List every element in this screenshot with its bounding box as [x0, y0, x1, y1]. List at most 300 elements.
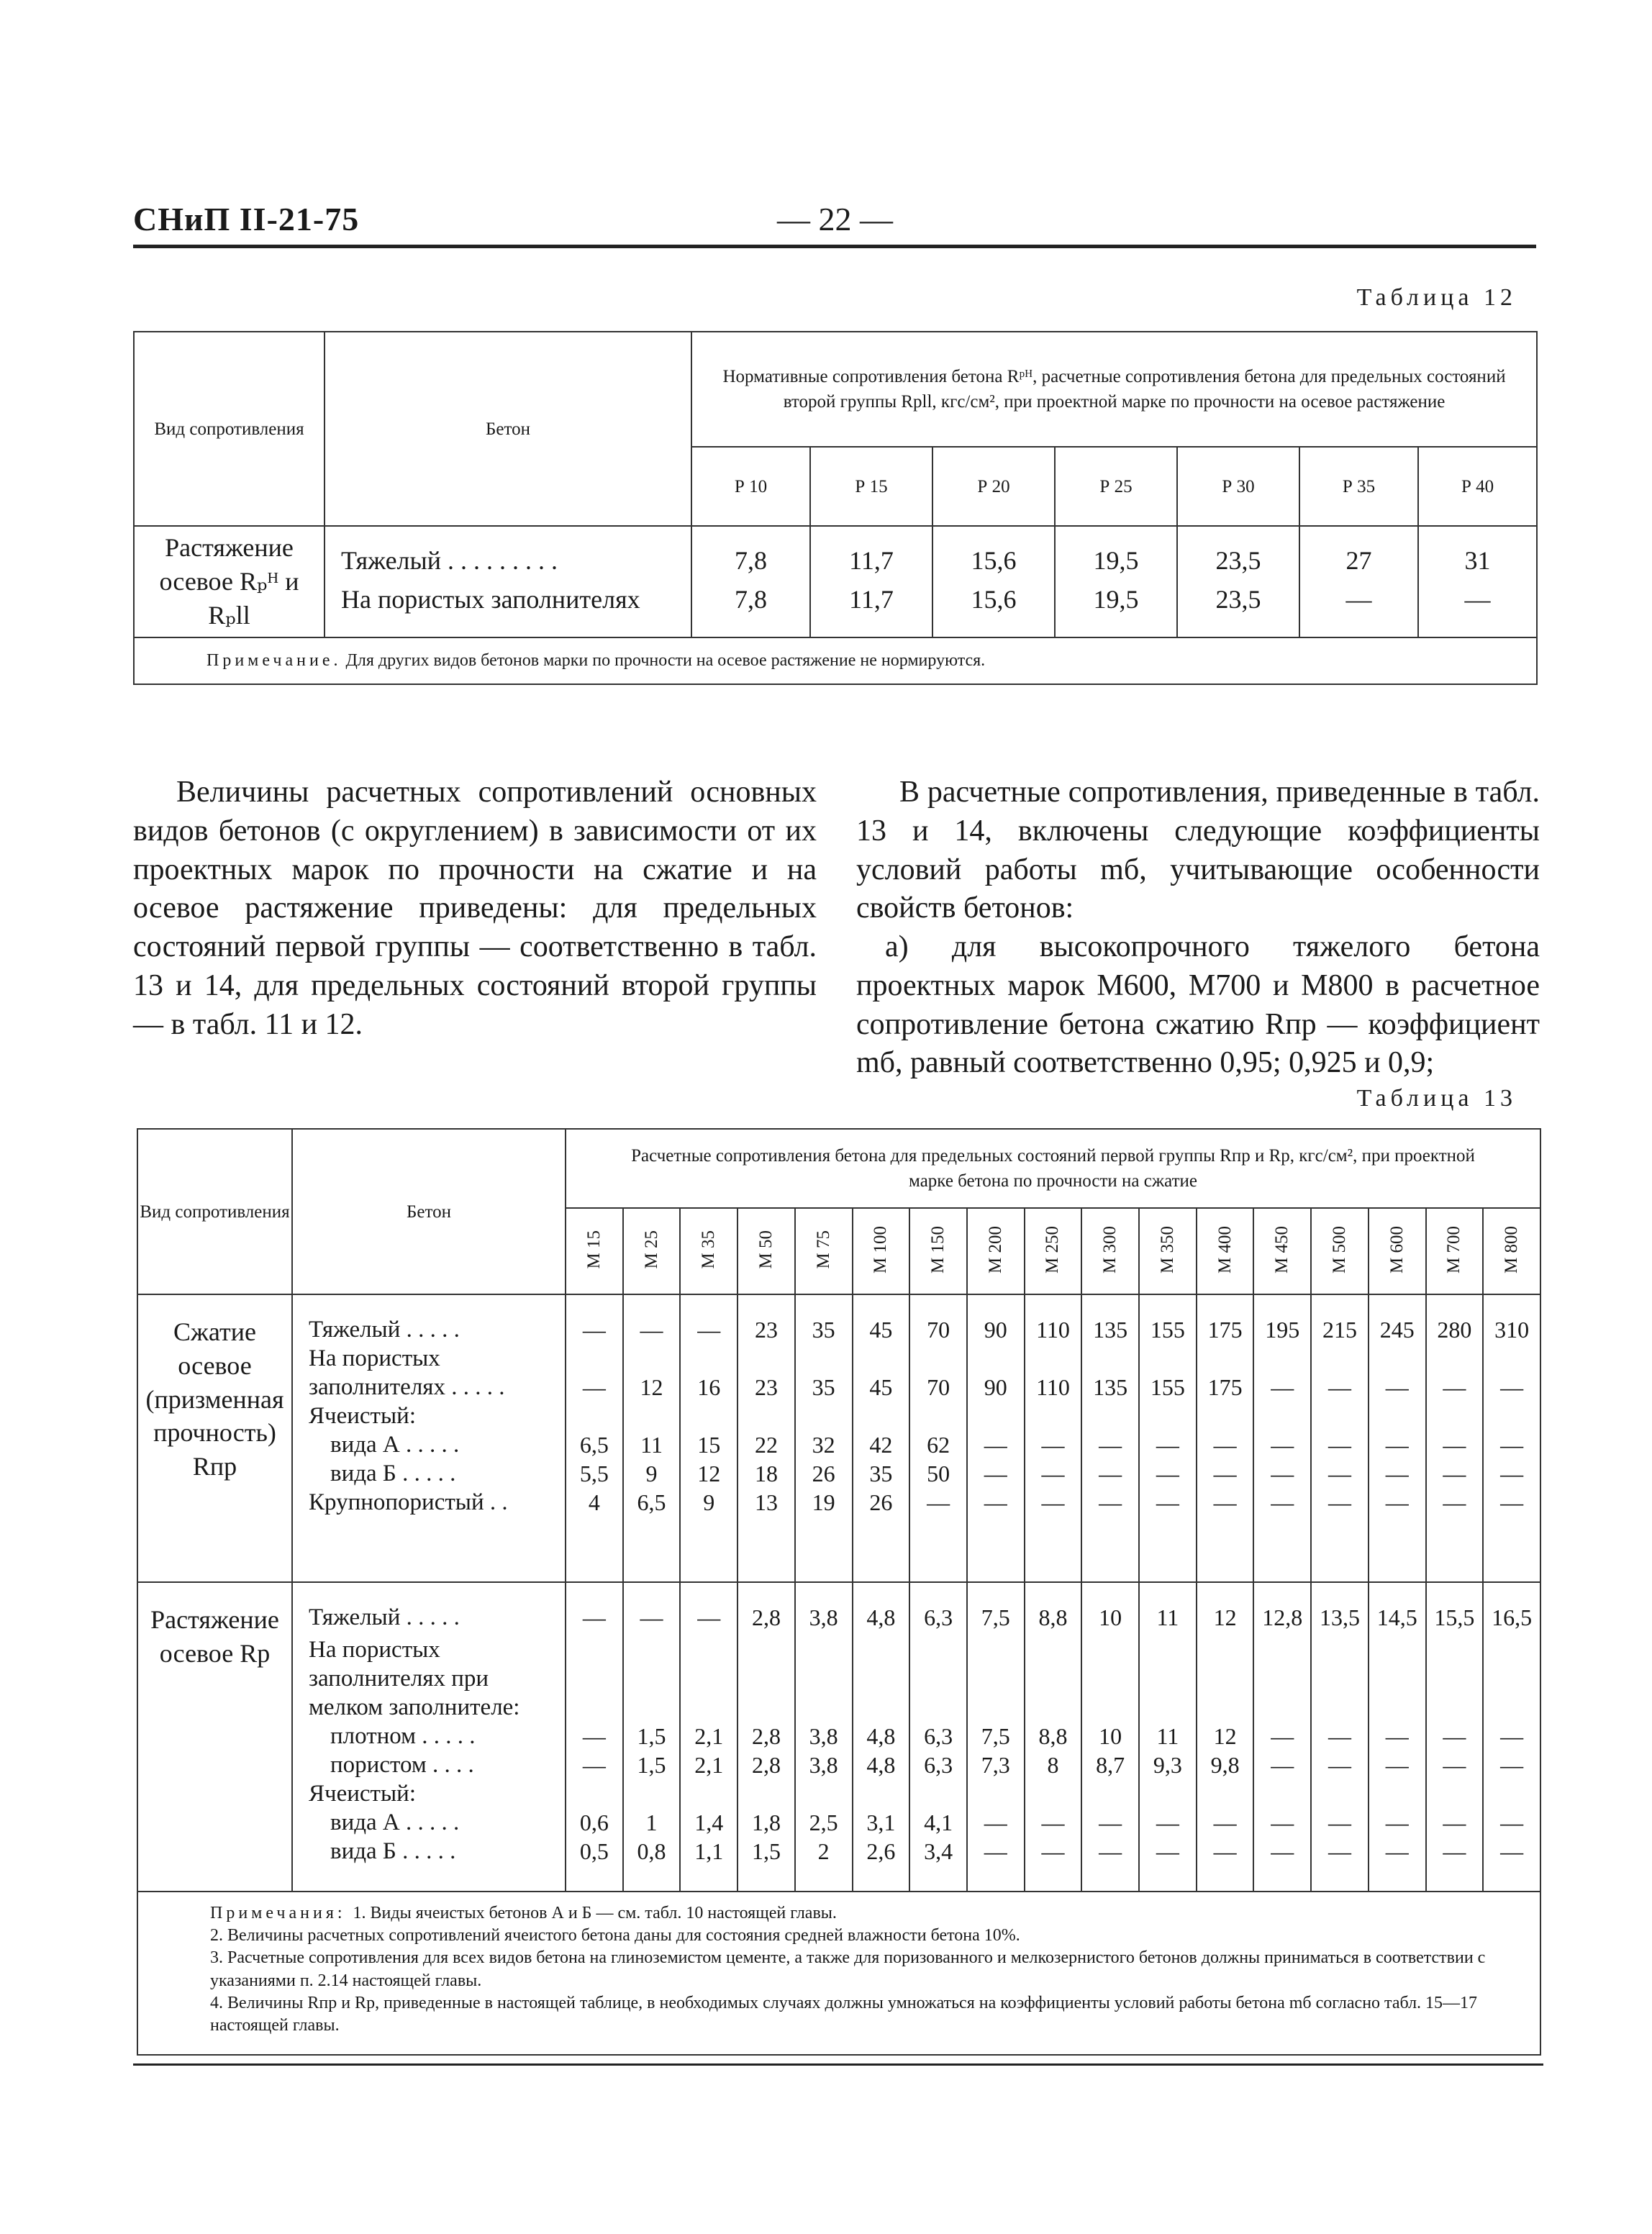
t13-value-cell: 10 — [1099, 1604, 1122, 1630]
t13-value-cell — [738, 1779, 794, 1808]
t12-type-label: Растяжение осевое Rₚᴴ и Rₚll — [159, 533, 299, 630]
t12-value-cell: 11,7 — [849, 546, 894, 575]
t13-mark-header — [853, 1208, 910, 1294]
t13-value-cell: — — [1328, 1461, 1351, 1486]
t13-value-cell: — — [1443, 1838, 1466, 1864]
t12-value-cell: 7,8 — [735, 585, 767, 614]
document-code: СНиП II-21-75 — [133, 201, 360, 237]
t13-value-cell — [1082, 1635, 1138, 1722]
t13-value-cell: — — [582, 1317, 606, 1343]
t12-value-cell: — — [1345, 585, 1372, 614]
t13-mark-header — [1025, 1208, 1082, 1294]
t13-value-cell: 175 — [1207, 1374, 1243, 1400]
t13-value-column — [967, 1294, 1025, 1582]
t12-value-column — [810, 526, 932, 637]
paragraph-left-text: Величины расчетных сопротивлений основных видов бетонов (с округлением) в зависимости от их проектных марок по прочности на сжатие и на осевое растяжение приведены: для предельных состояний первой группы — соответственно в табл. 13 и 14, для предельных состояний второй группы — в табл. 11 и 12. — [133, 776, 817, 1041]
t13-value-cell — [1140, 1635, 1196, 1722]
t13-value-cell: 23 — [754, 1317, 778, 1343]
t13-value-cell — [1369, 1402, 1425, 1430]
t12-header-concrete: Бетон — [324, 332, 691, 526]
t13-value-column — [1081, 1582, 1139, 1892]
t13-value-column — [1253, 1582, 1311, 1892]
t13-mark-header — [1369, 1208, 1426, 1294]
t13-value-column — [1139, 1582, 1197, 1892]
t13-value-column — [1311, 1582, 1369, 1892]
t13-concrete-label: Ячеистый: — [309, 1781, 416, 1807]
t13-value-cell: — — [1156, 1461, 1179, 1486]
t13-value-cell: 35 — [812, 1374, 835, 1400]
t13-mark-header — [1311, 1208, 1369, 1294]
t13-mark-header — [1253, 1208, 1311, 1294]
t13-value-cell: 50 — [927, 1461, 950, 1486]
t13-value-cell: 8 — [1047, 1752, 1059, 1778]
t13-value-cell: — — [1385, 1374, 1409, 1400]
t13-mark-label: М 75 — [813, 1230, 833, 1269]
t13-mark-header — [1483, 1208, 1540, 1294]
t12-value-cell: 23,5 — [1215, 546, 1261, 575]
t13-value-cell — [796, 1779, 852, 1808]
t12-type-cell — [134, 526, 324, 637]
t13-value-cell — [853, 1635, 909, 1722]
t13-value-cell: 1,1 — [694, 1838, 724, 1864]
t13-value-cell: 15 — [697, 1432, 721, 1458]
t13-concrete-column — [292, 1294, 566, 1582]
t13-value-cell: — — [1271, 1752, 1294, 1778]
t13-value-cell: 155 — [1150, 1317, 1185, 1343]
t12-concrete-label: На пористых заполнителях — [341, 585, 640, 614]
t13-value-cell: 7,5 — [981, 1604, 1010, 1630]
t13-value-cell: — — [1443, 1723, 1466, 1749]
t13-value-cell: — — [927, 1489, 950, 1515]
t13-value-cell: — — [1213, 1838, 1237, 1864]
t13-value-cell: — — [1271, 1810, 1294, 1835]
t13-value-cell — [738, 1402, 794, 1430]
t13-concrete-column — [292, 1582, 566, 1892]
t13-note-item: 4. Величины Rпр и Rр, приведенные в настоящей таблице, в необходимых случаях должны умножаться на коэффициенты условий работы бетона mб согласно табл. 15—17 настоящей главы. — [210, 1993, 1478, 2035]
t13-value-cell: 90 — [984, 1374, 1007, 1400]
t12-value-column — [1299, 526, 1418, 637]
t13-value-cell — [566, 1635, 622, 1722]
t13-value-cell: — — [1443, 1752, 1466, 1778]
t13-value-cell: — — [1443, 1489, 1466, 1515]
t13-value-cell: — — [582, 1723, 606, 1749]
t13-value-cell: 10 — [1099, 1723, 1122, 1749]
t13-concrete-label: пористом . . . . — [330, 1752, 474, 1778]
t13-value-cell — [1484, 1779, 1540, 1808]
t13-value-cell: — — [1500, 1723, 1524, 1749]
t13-mark-label: М 600 — [1386, 1225, 1407, 1273]
t13-value-cell: 9,8 — [1210, 1752, 1240, 1778]
t13-value-cell — [566, 1779, 622, 1808]
t13-notes-label: Примечания: — [210, 1904, 346, 1922]
t12-value-cell: 15,6 — [971, 546, 1017, 575]
t13-mark-header — [1197, 1208, 1254, 1294]
t13-value-cell — [796, 1402, 852, 1430]
t13-concrete-label: вида Б . . . . . — [330, 1838, 456, 1864]
t13-value-column — [1369, 1582, 1426, 1892]
t12-value-cell: 23,5 — [1215, 585, 1261, 614]
t12-value-column — [932, 526, 1055, 637]
t13-value-cell: — — [1328, 1374, 1351, 1400]
t13-value-cell: 110 — [1036, 1317, 1070, 1343]
table-12 — [133, 331, 1538, 685]
table-12-caption: Таблица 12 — [1356, 284, 1517, 311]
paragraph-left — [133, 773, 817, 1044]
t13-value-cell: — — [1041, 1838, 1065, 1864]
t13-concrete-label: Крупнопористый . . — [309, 1489, 508, 1515]
t13-value-cell: — — [1271, 1432, 1294, 1458]
t13-value-column — [623, 1582, 681, 1892]
t12-value-cell: 31 — [1464, 546, 1491, 575]
t13-value-cell: — — [1041, 1461, 1065, 1486]
t13-value-cell: 1,8 — [751, 1810, 781, 1835]
t13-notes — [137, 1892, 1540, 2055]
t13-mark-label: М 350 — [1157, 1225, 1177, 1273]
t13-value-cell — [1082, 1402, 1138, 1430]
t13-concrete-label: Тяжелый . . . . . — [309, 1317, 460, 1343]
t13-value-cell: — — [984, 1432, 1007, 1458]
t13-value-cell: 3,8 — [809, 1604, 838, 1630]
t12-concrete-label: Тяжелый . . . . . . . . . — [341, 546, 558, 575]
t12-value-cell: 15,6 — [971, 585, 1017, 614]
t13-value-column — [680, 1582, 738, 1892]
t13-mark-label: М 50 — [755, 1230, 776, 1269]
t13-value-cell: 0,8 — [637, 1838, 666, 1864]
t13-value-cell: 5,5 — [579, 1461, 609, 1486]
t13-mark-label: М 700 — [1444, 1225, 1464, 1273]
t13-value-cell: 12 — [1213, 1723, 1237, 1749]
t13-mark-label: М 200 — [985, 1225, 1005, 1273]
t13-value-cell: 9,3 — [1153, 1752, 1182, 1778]
t13-mark-label: М 15 — [584, 1230, 604, 1269]
t13-value-cell — [624, 1635, 680, 1722]
t13-value-cell — [1082, 1779, 1138, 1808]
t13-mark-label: М 150 — [928, 1225, 948, 1273]
t13-concrete-label: Тяжелый . . . . . — [309, 1604, 460, 1630]
t13-value-column — [1311, 1294, 1369, 1582]
t13-value-cell: 1,5 — [637, 1752, 666, 1778]
t13-value-cell: — — [1385, 1752, 1409, 1778]
t13-value-cell — [1427, 1779, 1483, 1808]
t13-note-item: 3. Расчетные сопротивления для всех видов бетона на глиноземистом цементе, а также для поризованного и мелкозернистого бетонов должны приниматься в соответствии с указаниями п. 2.14 настоящей главы. — [210, 1948, 1486, 1990]
t13-value-cell: 9 — [703, 1489, 715, 1515]
t12-note-row — [134, 637, 1537, 684]
t13-value-cell: 3,4 — [924, 1838, 953, 1864]
t13-value-cell — [910, 1635, 966, 1722]
t13-value-cell — [910, 1779, 966, 1808]
t13-value-cell: 2,1 — [694, 1723, 724, 1749]
t13-mark-label: М 300 — [1100, 1225, 1120, 1273]
t13-mark-header — [1139, 1208, 1197, 1294]
t13-value-cell: 16,5 — [1492, 1604, 1533, 1630]
t13-value-cell: 8,8 — [1038, 1723, 1068, 1749]
t13-mark-label: М 500 — [1329, 1225, 1349, 1273]
t13-value-column — [853, 1582, 910, 1892]
t12-value-cell: 11,7 — [849, 585, 894, 614]
t13-concrete-label: На пористых заполнителях при мелком заполнителе: — [309, 1637, 520, 1720]
t13-value-column — [1483, 1294, 1540, 1582]
t13-value-cell: — — [1041, 1432, 1065, 1458]
t13-value-cell: 2,1 — [694, 1752, 724, 1778]
t13-value-cell: — — [1443, 1374, 1466, 1400]
t13-value-cell: 1,4 — [694, 1810, 724, 1835]
t13-value-cell — [681, 1779, 737, 1808]
t13-value-cell — [681, 1402, 737, 1430]
t13-concrete-label: вида А . . . . . — [330, 1810, 460, 1835]
t13-value-cell: 35 — [869, 1461, 893, 1486]
bottom-rule — [133, 2063, 1543, 2066]
t13-mark-label: М 25 — [641, 1230, 661, 1269]
t13-value-column — [1197, 1294, 1254, 1582]
t13-value-cell: 8,7 — [1096, 1752, 1125, 1778]
t13-value-cell: 13,5 — [1319, 1604, 1360, 1630]
t13-value-cell: — — [1385, 1838, 1409, 1864]
t13-value-column — [1253, 1294, 1311, 1582]
t13-value-cell: — — [1328, 1723, 1351, 1749]
t13-value-cell: — — [1099, 1838, 1122, 1864]
t13-value-cell: — — [1500, 1810, 1524, 1835]
t13-value-cell: — — [1271, 1489, 1294, 1515]
t13-value-cell: — — [984, 1489, 1007, 1515]
t13-value-cell: 11 — [1156, 1723, 1179, 1749]
t13-value-cell — [1025, 1402, 1081, 1430]
t13-value-column — [795, 1582, 853, 1892]
t13-value-cell: 6,5 — [637, 1489, 666, 1515]
t13-mark-label: М 250 — [1043, 1225, 1063, 1273]
t13-value-cell: 155 — [1150, 1374, 1185, 1400]
t13-value-cell: 3,1 — [866, 1810, 896, 1835]
t13-value-cell — [1254, 1779, 1310, 1808]
t13-value-cell: 15,5 — [1434, 1604, 1475, 1630]
t13-value-cell: — — [640, 1317, 663, 1343]
t13-value-cell: 1,5 — [637, 1723, 666, 1749]
t13-concrete-label: На пористых заполнителях . . . . . — [309, 1345, 505, 1400]
t13-mark-header — [795, 1208, 853, 1294]
t13-value-cell: — — [1271, 1461, 1294, 1486]
t13-value-cell: 16 — [697, 1374, 721, 1400]
t13-value-cell: — — [1443, 1432, 1466, 1458]
t12-mark-header: Р 30 — [1177, 447, 1299, 526]
t13-value-cell: 0,5 — [579, 1838, 609, 1864]
t12-mark-header: Р 15 — [810, 447, 932, 526]
t13-value-cell — [1197, 1402, 1253, 1430]
t13-mark-header — [623, 1208, 681, 1294]
t13-value-cell: — — [582, 1604, 606, 1630]
t13-value-cell — [1427, 1402, 1483, 1430]
t13-value-cell: 195 — [1265, 1317, 1300, 1343]
t13-value-cell: 13 — [754, 1489, 778, 1515]
t13-value-cell — [1484, 1402, 1540, 1430]
t13-value-cell — [968, 1402, 1024, 1430]
t13-value-cell: 6,3 — [924, 1604, 953, 1630]
t12-value-column — [691, 526, 810, 637]
t13-value-cell: — — [1443, 1461, 1466, 1486]
t13-value-cell: 7,3 — [981, 1752, 1010, 1778]
t13-type-cell — [137, 1582, 292, 1892]
t13-value-cell: 6,5 — [579, 1432, 609, 1458]
t13-value-column — [738, 1582, 795, 1892]
t13-type-label: Растяжение осевое Rр — [150, 1605, 279, 1668]
t13-value-cell — [566, 1402, 622, 1430]
t13-value-cell: — — [582, 1752, 606, 1778]
t13-mark-header — [1081, 1208, 1139, 1294]
t13-value-cell: — — [984, 1461, 1007, 1486]
paragraph-right-1: В расчетные сопротивления, приведенные в табл. 13 и 14, включены следующие коэффициенты условий работы mб, учитывающие особенности свойств бетонов: — [856, 776, 1540, 925]
t13-value-column — [1139, 1294, 1197, 1582]
t13-value-cell: — — [1328, 1432, 1351, 1458]
t13-mark-header — [967, 1208, 1025, 1294]
t13-value-cell: 2,8 — [751, 1604, 781, 1630]
t13-value-cell: — — [697, 1317, 721, 1343]
t13-concrete-label: плотном . . . . . — [330, 1723, 476, 1749]
t13-value-cell: — — [1099, 1810, 1122, 1835]
t13-value-cell: — — [1213, 1489, 1237, 1515]
t13-value-cell: 4,8 — [866, 1723, 896, 1749]
t13-value-cell: 26 — [812, 1461, 835, 1486]
t13-value-cell: — — [697, 1604, 721, 1630]
t13-value-cell — [624, 1779, 680, 1808]
t13-value-cell: 0,6 — [579, 1810, 609, 1835]
t13-concrete-label: Ячеистый: — [309, 1403, 416, 1429]
t13-value-cell: — — [1156, 1838, 1179, 1864]
t13-value-cell: — — [1213, 1432, 1237, 1458]
t13-value-column — [1426, 1294, 1484, 1582]
t13-value-cell: — — [1156, 1810, 1179, 1835]
t13-value-cell: 70 — [927, 1374, 950, 1400]
t13-value-column — [795, 1294, 853, 1582]
t13-value-cell: 90 — [984, 1317, 1007, 1343]
t13-value-cell: — — [1500, 1461, 1524, 1486]
t13-value-cell — [1025, 1779, 1081, 1808]
t13-value-cell: 12 — [640, 1374, 663, 1400]
t13-value-cell: 4,1 — [924, 1810, 953, 1835]
t13-mark-label: М 800 — [1502, 1225, 1522, 1273]
t13-header-concrete: Бетон — [292, 1129, 566, 1294]
t13-value-cell: 135 — [1093, 1374, 1128, 1400]
t13-value-cell: 9 — [645, 1461, 658, 1486]
t13-value-cell: 2,8 — [751, 1752, 781, 1778]
header-rule — [133, 245, 1536, 248]
t13-header-main: Расчетные сопротивления бетона для предельных состояний первой группы Rпр и Rр, кгс/см², при проектной марке бетона по прочности на сжатие — [566, 1129, 1540, 1208]
t13-header-type: Вид сопротивления — [137, 1129, 292, 1294]
t13-value-cell: 12,8 — [1262, 1604, 1303, 1630]
t12-mark-header: Р 35 — [1299, 447, 1418, 526]
t13-value-column — [1483, 1582, 1540, 1892]
table-13 — [137, 1128, 1541, 2056]
t13-value-cell — [1427, 1635, 1483, 1722]
t13-value-cell: 3,8 — [809, 1752, 838, 1778]
t13-value-column — [853, 1294, 910, 1582]
t13-value-column — [909, 1294, 967, 1582]
t13-concrete-label: вида А . . . . . — [330, 1432, 460, 1458]
t13-value-column — [967, 1582, 1025, 1892]
t12-value-column — [1177, 526, 1299, 637]
t13-value-column — [1197, 1582, 1254, 1892]
t12-value-cell: 7,8 — [735, 546, 767, 575]
t12-mark-header: Р 25 — [1055, 447, 1177, 526]
t12-header-type: Вид сопротивления — [134, 332, 324, 526]
t13-value-column — [1081, 1294, 1139, 1582]
table-13-caption: Таблица 13 — [1356, 1085, 1517, 1112]
t13-value-cell: — — [1385, 1810, 1409, 1835]
t13-value-cell — [968, 1779, 1024, 1808]
t13-value-cell: 135 — [1093, 1317, 1128, 1343]
t13-value-cell: 6,3 — [924, 1752, 953, 1778]
t13-value-cell — [1369, 1779, 1425, 1808]
t13-value-cell — [853, 1402, 909, 1430]
t13-value-column — [909, 1582, 967, 1892]
t13-value-cell — [624, 1402, 680, 1430]
t13-value-cell: — — [1328, 1752, 1351, 1778]
t13-value-cell: — — [1385, 1723, 1409, 1749]
t12-mark-header: Р 10 — [691, 447, 810, 526]
t13-note-item: 2. Величины расчетных сопротивлений ячеистого бетона даны для состояния средней влажности бетона 10%. — [210, 1926, 1020, 1945]
t12-mark-header: Р 40 — [1418, 447, 1537, 526]
t13-value-cell: — — [1041, 1489, 1065, 1515]
t13-value-cell: 35 — [812, 1317, 835, 1343]
t13-concrete-label: вида Б . . . . . — [330, 1461, 456, 1486]
t12-note-text: Для других видов бетонов марки по прочности на осевое растяжение не нормируются. — [345, 650, 986, 670]
t13-value-cell — [681, 1635, 737, 1722]
t13-value-cell — [1197, 1635, 1253, 1722]
t13-value-cell — [1197, 1779, 1253, 1808]
t13-value-cell: 18 — [754, 1461, 778, 1486]
t13-value-cell — [1254, 1402, 1310, 1430]
t13-value-cell — [1140, 1402, 1196, 1430]
paragraph-right-2: а) для высокопрочного тяжелого бетона проектных марок М600, М700 и М800 в расчетное сопротивление бетона сжатию Rпр — коэффициент mб, равный соответственно 0,95; 0,925 и 0,9; — [856, 930, 1540, 1080]
t13-value-cell — [1140, 1779, 1196, 1808]
t13-value-cell: 4,8 — [866, 1752, 896, 1778]
t13-type-label: Сжатие осевое (призменная прочность) Rпр — [145, 1317, 284, 1481]
t13-value-cell: — — [640, 1604, 663, 1630]
t13-value-cell: 11 — [1156, 1604, 1179, 1630]
t13-value-cell: 4,8 — [866, 1604, 896, 1630]
t13-value-cell: — — [1328, 1838, 1351, 1864]
t13-value-cell: 45 — [869, 1317, 893, 1343]
t13-value-cell: 175 — [1207, 1317, 1243, 1343]
t13-value-cell: — — [1271, 1723, 1294, 1749]
t13-value-cell — [1254, 1635, 1310, 1722]
t13-value-cell: 7,5 — [981, 1723, 1010, 1749]
t13-value-cell: — — [1156, 1489, 1179, 1515]
t13-value-cell — [968, 1635, 1024, 1722]
t13-value-cell: — — [1099, 1461, 1122, 1486]
t13-value-cell: 45 — [869, 1374, 893, 1400]
t13-value-cell: 12 — [1213, 1604, 1237, 1630]
t13-value-cell: 62 — [927, 1432, 950, 1458]
t13-value-cell: — — [1099, 1489, 1122, 1515]
t13-value-cell — [1025, 1635, 1081, 1722]
t13-value-cell: 2,6 — [866, 1838, 896, 1864]
t13-value-cell: — — [1500, 1489, 1524, 1515]
t13-note-item: 1. Виды ячеистых бетонов А и Б — см. табл. 10 настоящей главы. — [353, 1904, 837, 1922]
t13-value-cell: 2 — [817, 1838, 830, 1864]
t13-value-column — [1025, 1582, 1082, 1892]
t13-value-cell: 110 — [1036, 1374, 1070, 1400]
t13-type-cell — [137, 1294, 292, 1582]
t13-value-cell: 2,5 — [809, 1810, 838, 1835]
t13-value-cell — [1312, 1779, 1368, 1808]
t13-value-cell: 1 — [645, 1810, 658, 1835]
t13-value-cell: 3,8 — [809, 1723, 838, 1749]
t13-value-cell — [1484, 1635, 1540, 1722]
t13-mark-label: М 400 — [1215, 1225, 1235, 1273]
t13-value-cell: 2,8 — [751, 1723, 781, 1749]
t12-value-column — [1055, 526, 1177, 637]
t12-value-column — [1418, 526, 1537, 637]
t13-value-cell — [796, 1635, 852, 1722]
t13-mark-label: М 35 — [699, 1230, 719, 1269]
